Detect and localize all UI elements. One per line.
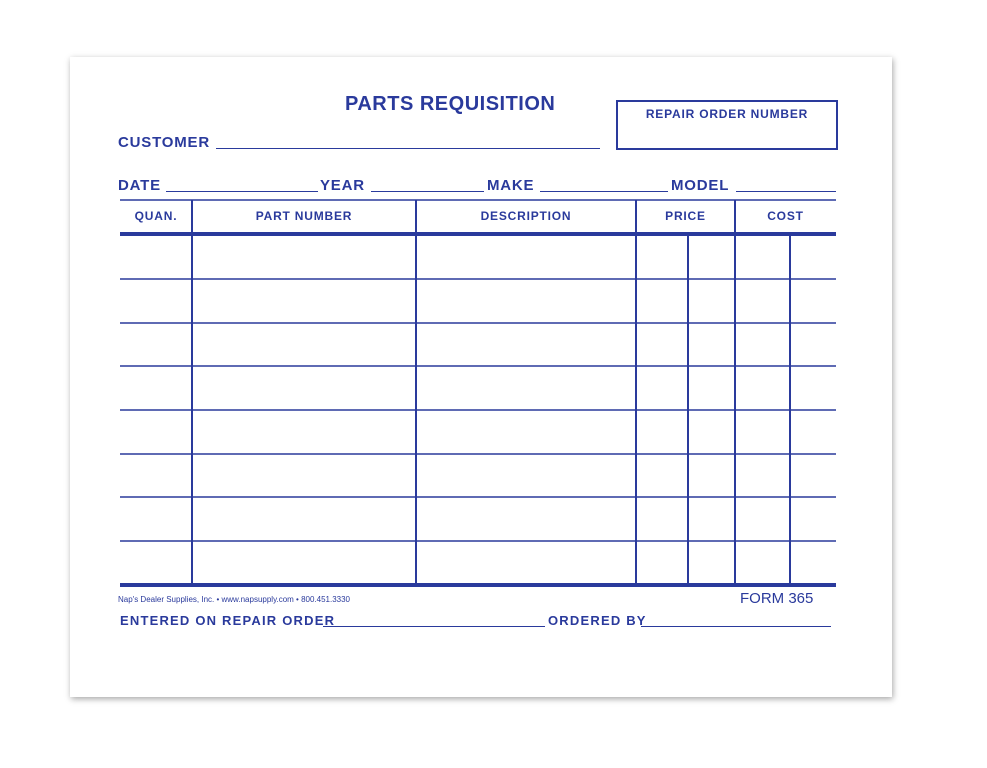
- customer-label: CUSTOMER: [118, 134, 210, 151]
- ordered-by-field[interactable]: [641, 626, 831, 627]
- column-header-description: DESCRIPTION: [480, 209, 572, 223]
- column-header-price: PRICE: [665, 209, 706, 223]
- column-header-part-number: PART NUMBER: [255, 209, 353, 223]
- date-label: DATE: [118, 177, 161, 194]
- publisher-info: Nap's Dealer Supplies, Inc. • www.napsupply.com • 800.451.3330: [118, 595, 350, 604]
- make-label: MAKE: [487, 177, 535, 194]
- repair-order-number-label: REPAIR ORDER NUMBER: [645, 107, 809, 121]
- form-title: PARTS REQUISITION: [345, 93, 556, 115]
- parts-requisition-form: [70, 57, 892, 697]
- column-header-cost: COST: [767, 209, 804, 223]
- entered-on-repair-order-field[interactable]: [323, 626, 545, 627]
- column-header-quantity: QUAN.: [134, 209, 178, 223]
- entered-on-repair-order-label: ENTERED ON REPAIR ORDER: [120, 613, 336, 628]
- year-label: YEAR: [320, 177, 365, 194]
- model-label: MODEL: [671, 177, 730, 194]
- ordered-by-label: ORDERED BY: [548, 613, 647, 628]
- form-number: FORM 365: [740, 590, 814, 607]
